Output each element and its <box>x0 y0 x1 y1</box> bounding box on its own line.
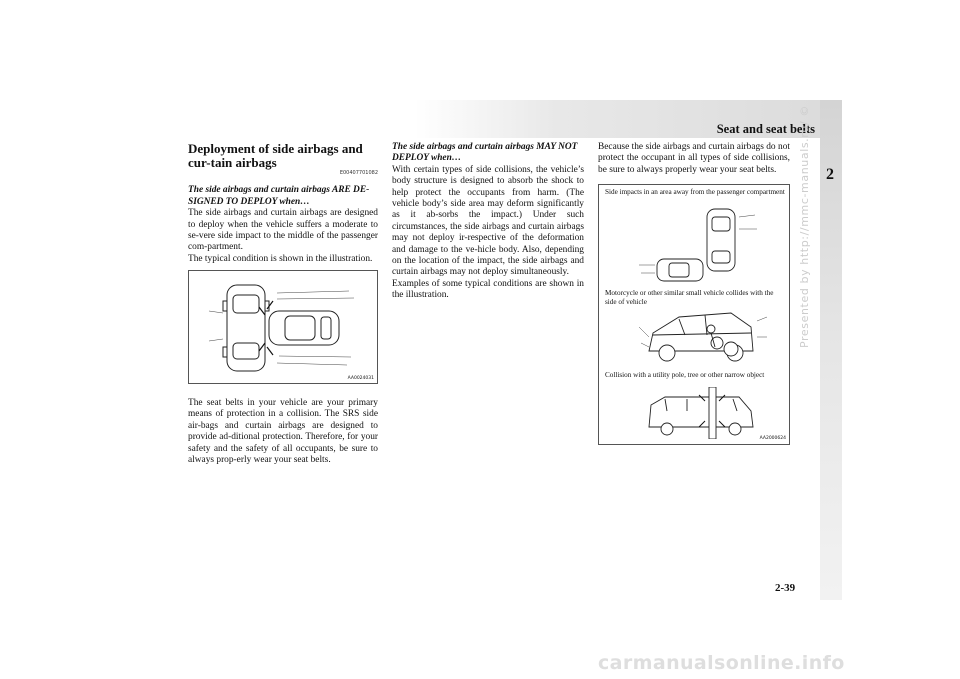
seat-belt-reminder: Because the side airbags and curtain airbags do not protect the occupant in all types of side collisions, be sure to always properly wear your seat belts. <box>598 142 790 175</box>
motorcycle-impact-drawing <box>639 307 769 369</box>
footer-watermark: carmanualsonline.info <box>598 652 845 674</box>
may-not-deploy-subhead: The side airbags and curtain airbags MAY NOT DEPLOY when… <box>392 142 578 164</box>
side-impact-drawing <box>189 271 377 383</box>
may-not-deploy-paragraph: With certain types of side collisions, the vehicle’s body structure is designed to absorb the shock to help protect the occupants from harm. (The vehicle body’s side area may deform significantly as it ab-sorbs the impact.) Under such circumstances, the side airbags and curtain airbags may not deploy ir-respective of the deformation and damage to the ve-hicle body. Also, depending on the location of the impact, the side airbags and curtain airbags may not deploy simultaneously. <box>392 164 584 278</box>
deploy-paragraph: The side airbags and curtain airbags are designed to deploy when the vehicle suffers a moderate to se-vere side impact to the middle of the passenger com-partment. <box>188 208 378 253</box>
side-impact-illustration <box>188 270 378 384</box>
examples-paragraph: Examples of some typical conditions are shown in the illustration. <box>392 278 584 301</box>
chapter-number: 2 <box>826 166 834 183</box>
caption-narrow-object: Collision with a utility pole, tree or other narrow object <box>605 371 765 379</box>
column-2 <box>392 142 584 302</box>
caption-side-impact: Side impacts in an area away from the passenger compartment <box>605 188 785 196</box>
deploy-subhead: The side airbags and curtain airbags ARE DE-SIGNED TO DEPLOY when… <box>188 185 370 207</box>
seat-belt-paragraph: The seat belts in your vehicle are your primary means of protection in a collision. The SRS side air-bags and curtain airbags are designed to provide ad-ditional protection. Therefore, for your safety and the safety of all occupants, be sure to always prop-erly wear your seat belts. <box>188 398 378 466</box>
column-1 <box>188 142 378 265</box>
pole-impact-drawing <box>643 387 763 439</box>
non-deployment-illustration <box>598 184 790 445</box>
column-3 <box>598 142 790 176</box>
caption-motorcycle: Motorcycle or other similar small vehicle collides with the side of vehicle <box>605 289 774 306</box>
page-number: 2-39 <box>775 582 796 594</box>
figure-code: AA0024031 <box>347 376 374 381</box>
side-watermark: Presented by http://mmc-manuals.ru/ © <box>798 105 811 348</box>
away-impact-drawing <box>639 207 759 283</box>
section-title: Deployment of side airbags and cur-tain airbags <box>188 141 363 170</box>
figure-code: AA2000624 <box>759 436 786 441</box>
section-code: E00407701082 <box>339 170 378 176</box>
section-header-title: Seat and seat belts <box>716 122 815 136</box>
illustration-note: The typical condition is shown in the illustration. <box>188 253 373 264</box>
